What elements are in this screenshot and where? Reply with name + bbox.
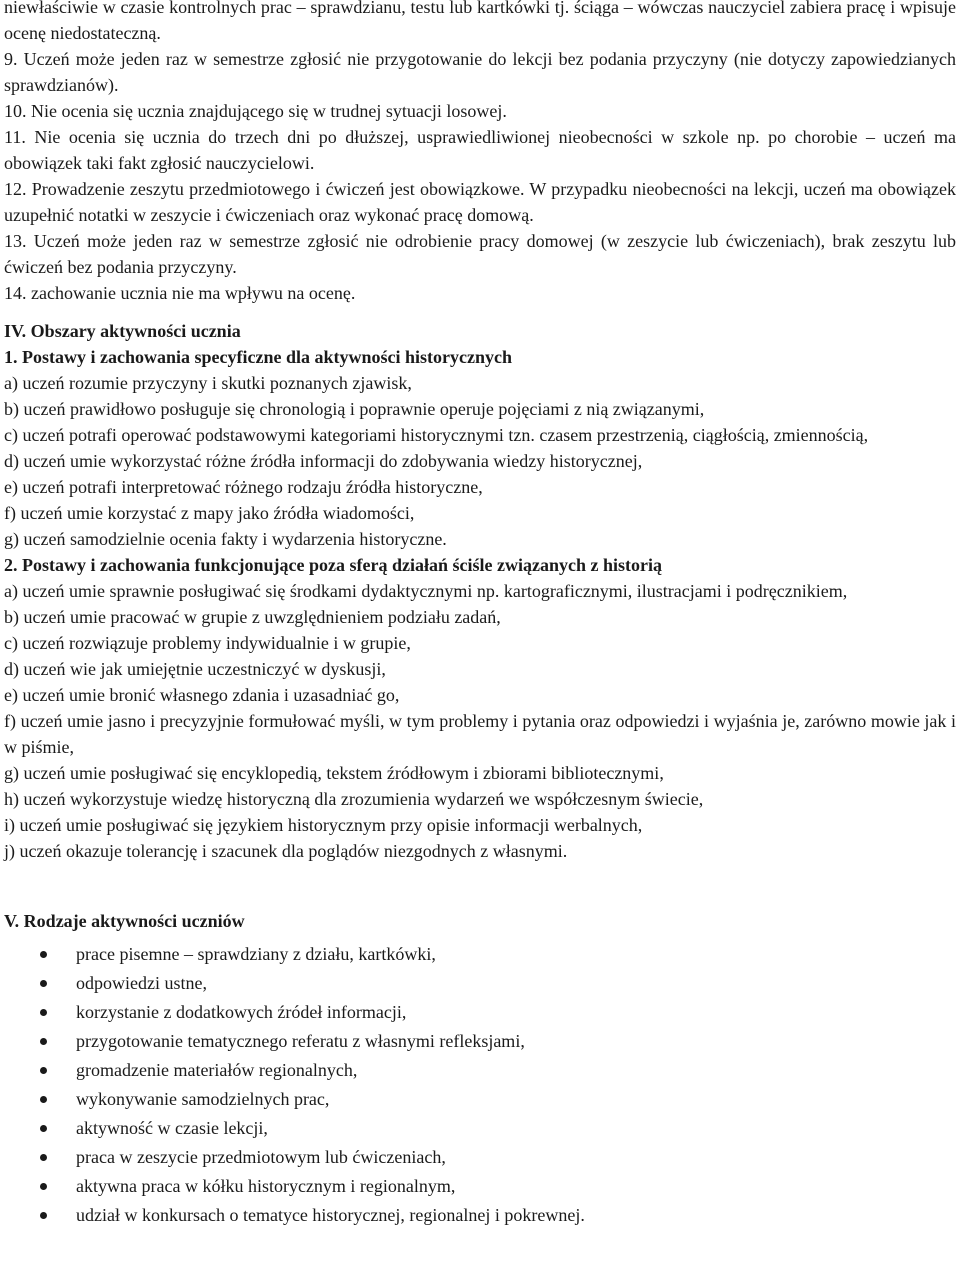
list-item: b) uczeń umie pracować w grupie z uwzględnieniem podziału zadań, [4,607,501,627]
bullet-text: praca w zeszycie przedmiotowym lub ćwiczeniach, [76,1147,446,1167]
list-item: g) uczeń umie posługiwać się encyklopedią, tekstem źródłowym i zbiorami bibliotecznymi, [4,763,664,783]
list-item: j) uczeń okazuje tolerancję i szacunek dla poglądów niezgodnych z własnymi. [4,841,568,861]
section-title: IV. Obszary aktywności ucznia [4,321,241,341]
rule-item: 10. Nie ocenia się ucznia znajdującego się w trudnej sytuacji losowej. [4,101,507,121]
subsection-title: 1. Postawy i zachowania specyficzne dla aktywności historycznych [4,347,512,367]
subsection-title: 2. Postawy i zachowania funkcjonujące poza sferą działań ściśle związanych z historią [4,555,662,575]
rule-item: 13. Uczeń może jeden raz w semestrze zgłosić nie odrobienie pracy domowej (w zeszycie lub ćwiczeniach), brak zeszytu lub ćwiczeń bez podania przyczyny. [4,231,956,277]
bullet-text: aktywność w czasie lekcji, [76,1118,268,1138]
bullet-dot-icon [40,980,47,987]
bullet-dot-icon [40,1038,47,1045]
bullet-item [4,1027,956,1056]
list-item: c) uczeń potrafi operować podstawowymi kategoriami historycznymi tzn. czasem przestrzenią, ciągłością, zmiennością, [4,425,869,445]
list-item: d) uczeń wie jak umiejętnie uczestniczyć w dyskusji, [4,659,386,679]
rules-continuation [4,0,956,306]
bullet-item [4,940,956,969]
bullet-dot-icon [40,951,47,958]
bullet-text: prace pisemne – sprawdziany z działu, kartkówki, [76,944,436,964]
list-item: g) uczeń samodzielnie ocenia fakty i wydarzenia historyczne. [4,529,447,549]
list-item: b) uczeń prawidłowo posługuje się chronologią i poprawnie operuje pojęciami z nią związanymi, [4,399,705,419]
bullet-item [4,1143,956,1172]
rule-8-continuation: niewłaściwie w czasie kontrolnych prac – sprawdzianu, testu lub kartkówki tj. ściąga – wówczas nauczyciel zabiera pracę i wpisuje ocenę niedostateczną. [4,0,956,43]
bullet-dot-icon [40,1154,47,1161]
bullet-text: przygotowanie tematycznego referatu z własnymi refleksjami, [76,1031,525,1051]
list-item: f) uczeń umie korzystać z mapy jako źródła wiadomości, [4,503,415,523]
section-title: V. Rodzaje aktywności uczniów [4,911,245,931]
bullet-dot-icon [40,1009,47,1016]
rule-item: 14. zachowanie ucznia nie ma wpływu na ocenę. [4,283,356,303]
bullet-dot-icon [40,1096,47,1103]
rule-item: 11. Nie ocenia się ucznia do trzech dni po dłuższej, usprawiedliwionej nieobecności w szkole np. po chorobie – uczeń ma obowiązek taki fakt zgłosić nauczycielowi. [4,127,956,173]
bullet-item [4,1172,956,1201]
bullet-item [4,1085,956,1114]
bullet-dot-icon [40,1125,47,1132]
bullet-text: odpowiedzi ustne, [76,973,207,993]
list-item: f) uczeń umie jasno i precyzyjnie formułować myśli, w tym problemy i pytania oraz odpowiedzi i wyjaśnia je, zarówno mowie jak i w piśmie, [4,711,956,757]
bullet-text: gromadzenie materiałów regionalnych, [76,1060,358,1080]
bullet-dot-icon [40,1212,47,1219]
bullet-item [4,998,956,1027]
bullet-text: wykonywanie samodzielnych prac, [76,1089,330,1109]
section-activity-areas [4,318,956,864]
bullet-list [4,940,956,1230]
list-item: i) uczeń umie posługiwać się językiem historycznym przy opisie informacji werbalnych, [4,815,643,835]
bullet-item [4,1114,956,1143]
bullet-dot-icon [40,1183,47,1190]
bullet-text: aktywna praca w kółku historycznym i regionalnym, [76,1176,456,1196]
list-item: a) uczeń rozumie przyczyny i skutki poznanych zjawisk, [4,373,412,393]
list-item: h) uczeń wykorzystuje wiedzę historyczną dla zrozumienia wydarzeń we współczesnym świecie, [4,789,704,809]
bullet-item [4,1056,956,1085]
list-item: a) uczeń umie sprawnie posługiwać się środkami dydaktycznymi np. kartograficznymi, ilustracjami i podręcznikiem, [4,581,848,601]
list-item: c) uczeń rozwiązuje problemy indywidualnie i w grupie, [4,633,411,653]
bullet-item [4,969,956,998]
bullet-dot-icon [40,1067,47,1074]
bullet-text: korzystanie z dodatkowych źródeł informacji, [76,1002,407,1022]
bullet-item [4,1201,956,1230]
bullet-text: udział w konkursach o tematyce historycznej, regionalnej i pokrewnej. [76,1205,585,1225]
list-item: e) uczeń potrafi interpretować różnego rodzaju źródła historyczne, [4,477,483,497]
rule-item: 12. Prowadzenie zeszytu przedmiotowego i ćwiczeń jest obowiązkowe. W przypadku nieobecności na lekcji, uczeń ma obowiązek uzupełnić notatki w zeszycie i ćwiczeniach oraz wykonać pracę domową. [4,179,956,225]
list-item: d) uczeń umie wykorzystać różne źródła informacji do zdobywania wiedzy historycznej, [4,451,643,471]
section-activity-types [4,908,956,1230]
rule-item: 9. Uczeń może jeden raz w semestrze zgłosić nie przygotowanie do lekcji bez podania przyczyny (nie dotyczy zapowiedzianych sprawdzianów). [4,49,956,95]
list-item: e) uczeń umie bronić własnego zdania i uzasadniać go, [4,685,400,705]
